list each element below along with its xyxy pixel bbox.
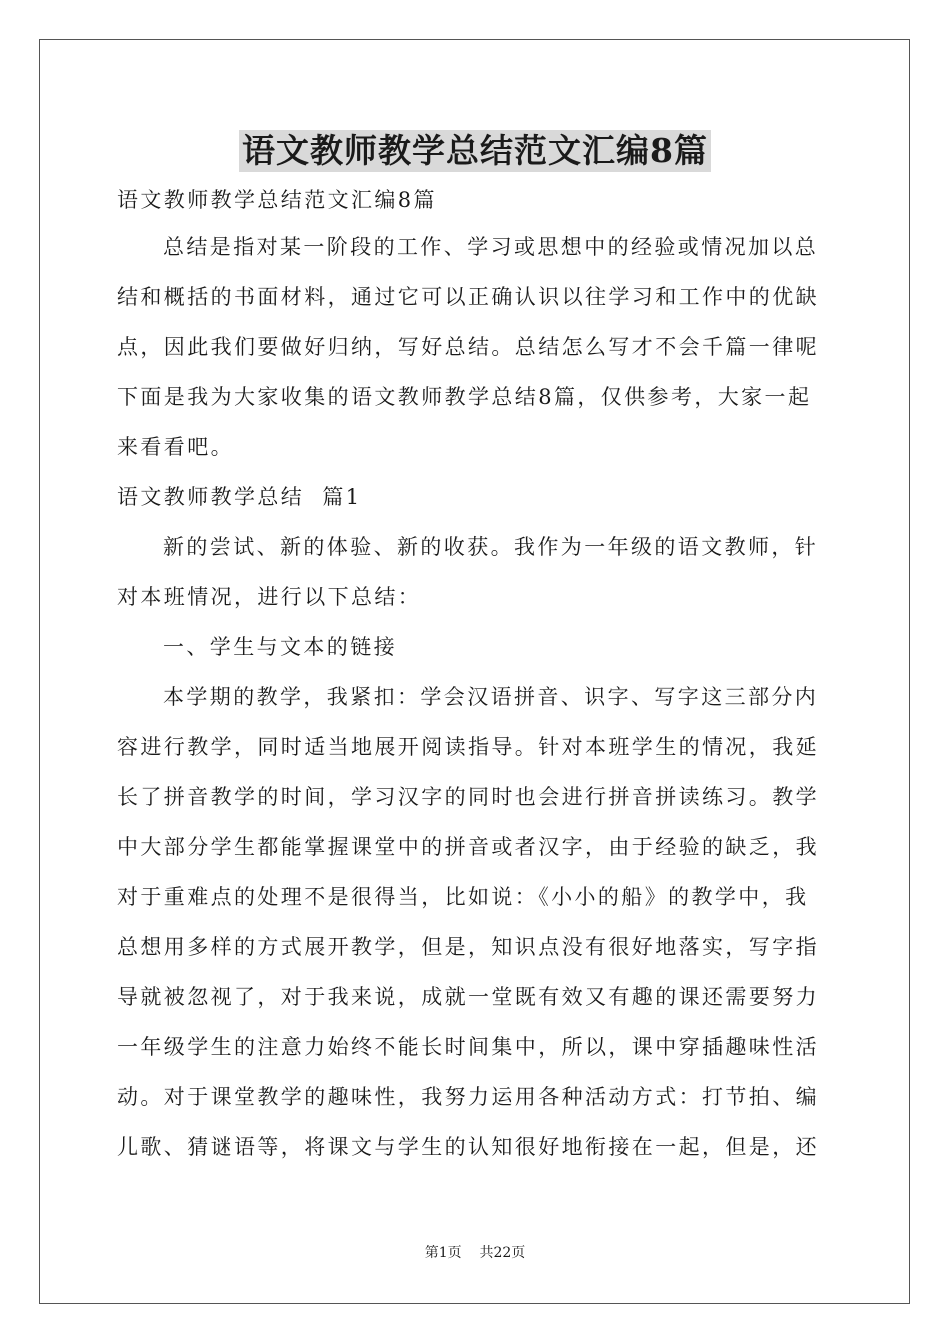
paragraph-line: 总想用多样的方式展开教学，但是，知识点没有很好地落实，写字指 <box>117 935 819 959</box>
paragraph-line: 中大部分学生都能掌握课堂中的拼音或者汉字，由于经验的缺乏，我 <box>117 835 819 859</box>
paragraph-line: 结和概括的书面材料，通过它可以正确认识以往学习和工作中的优缺 <box>117 285 819 309</box>
paragraph-line: 总结是指对某一阶段的工作、学习或思想中的经验或情况加以总 <box>163 235 819 259</box>
paragraph-line: 容进行教学，同时适当地展开阅读指导。针对本班学生的情况，我延 <box>117 735 819 759</box>
page-number-label: 第1页 共22页 <box>424 1245 526 1261</box>
subsection-heading: 一、学生与文本的链接 <box>163 635 397 659</box>
paragraph-line: 导就被忽视了，对于我来说，成就一堂既有效又有趣的课还需要努力 <box>117 985 819 1009</box>
paragraph-line: 新的尝试、新的体验、新的收获。我作为一年级的语文教师，针 <box>163 535 819 559</box>
document-title <box>117 122 833 180</box>
section-heading: 语文教师教学总结 篇1 <box>117 485 362 509</box>
paragraph-line: 下面是我为大家收集的语文教师教学总结8篇，仅供参考，大家一起 <box>117 385 812 409</box>
paragraph-line: 本学期的教学，我紧扣：学会汉语拼音、识字、写字这三部分内 <box>163 685 819 709</box>
paragraph-line: 一年级学生的注意力始终不能长时间集中，所以，课中穿插趣味性活 <box>117 1035 819 1059</box>
paragraph-line: 点，因此我们要做好归纳，写好总结。总结怎么写才不会千篇一律呢 <box>117 335 819 359</box>
document-body <box>117 122 833 1172</box>
document-subtitle: 语文教师教学总结范文汇编8篇 <box>117 188 437 212</box>
paragraph-line: 对本班情况，进行以下总结： <box>117 585 422 609</box>
document-title-text: 语文教师教学总结范文汇编8篇 <box>239 130 711 172</box>
paragraph-line: 动。对于课堂教学的趣味性，我努力运用各种活动方式：打节拍、编 <box>117 1085 819 1109</box>
page-footer <box>0 1243 950 1263</box>
paragraph-line: 对于重难点的处理不是很得当，比如说：《小小的船》的教学中，我 <box>117 885 809 909</box>
paragraph-line: 长了拼音教学的时间，学习汉字的同时也会进行拼音拼读练习。教学 <box>117 785 819 809</box>
paragraph-line: 来看看吧。 <box>117 435 234 459</box>
paragraph-line: 儿歌、猜谜语等，将课文与学生的认知很好地衔接在一起，但是，还 <box>117 1135 819 1159</box>
